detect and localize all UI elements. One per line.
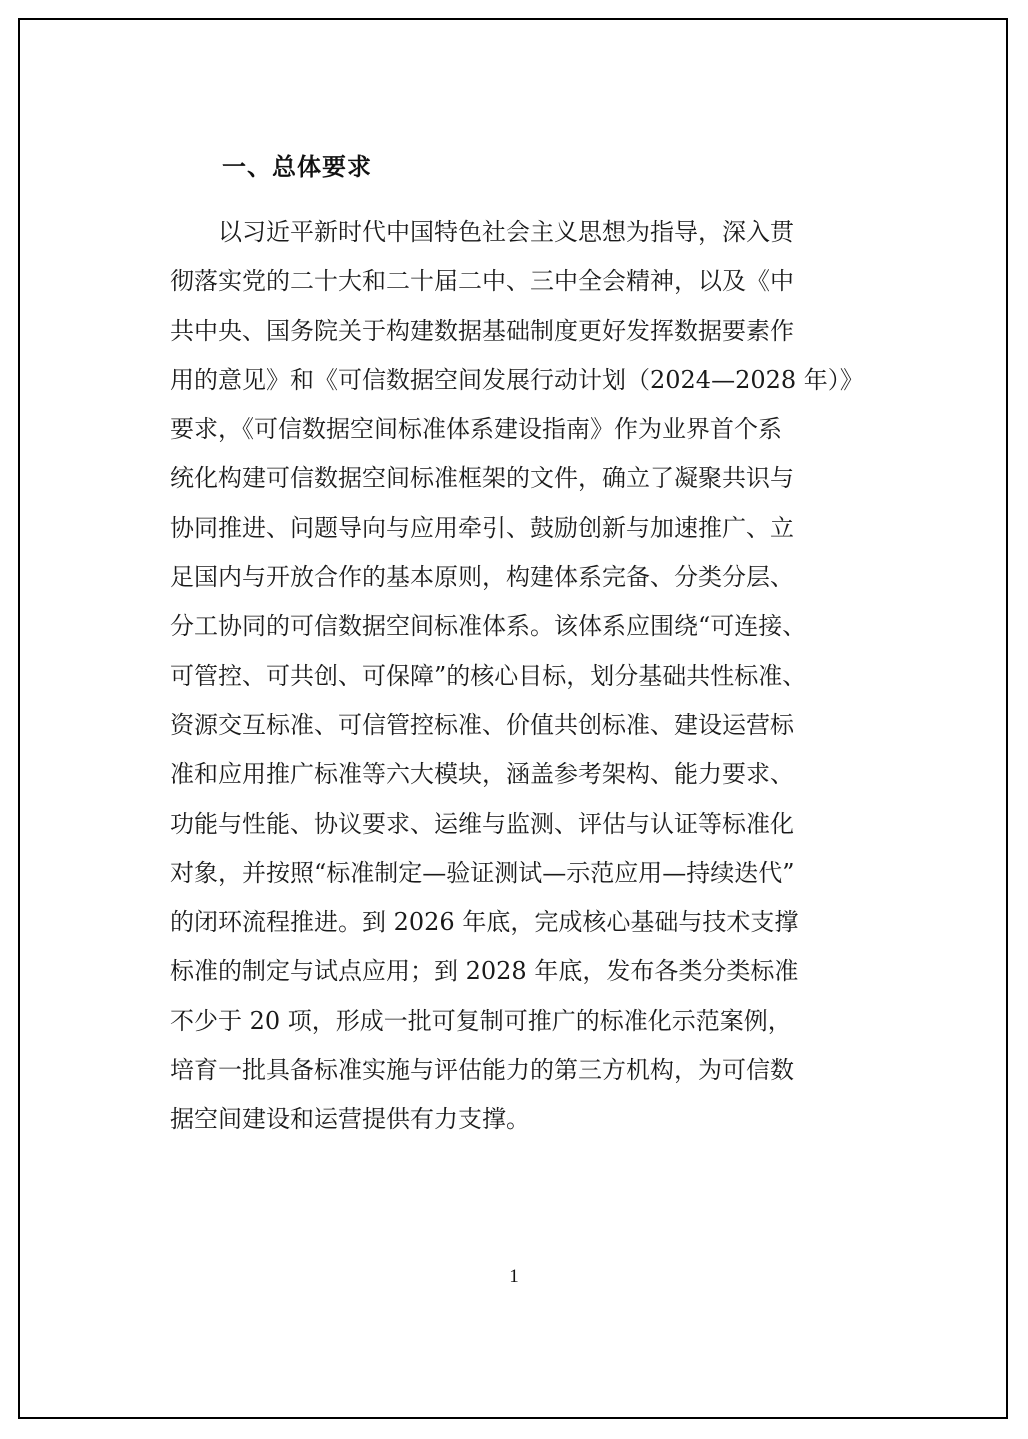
paragraph-line: 对象，并按照“标准制定—验证测试—示范应用—持续迭代” <box>170 858 795 887</box>
paragraph-line: 要求，《可信数据空间标准体系建设指南》作为业界首个系 <box>170 415 782 444</box>
paragraph-line: 的闭环流程推进。到 2026 年底，完成核心基础与技术支撑 <box>170 908 799 937</box>
section-heading: 一、总体要求 <box>222 153 372 181</box>
paragraph-line: 统化构建可信数据空间标准框架的文件，确立了凝聚共识与 <box>170 464 794 493</box>
paragraph-line: 足国内与开放合作的基本原则，构建体系完备、分类分层、 <box>170 563 794 592</box>
paragraph-line: 准和应用推广标准等六大模块，涵盖参考架构、能力要求、 <box>170 760 794 789</box>
paragraph-line: 据空间建设和运营提供有力支撑。 <box>170 1105 530 1134</box>
paragraph-line: 标准的制定与试点应用；到 2028 年底，发布各类分类标准 <box>170 957 799 986</box>
paragraph-line: 用的意见》和《可信数据空间发展行动计划（2024—2028 年）》 <box>170 365 864 394</box>
paragraph-line: 不少于 20 项，形成一批可复制可推广的标准化示范案例， <box>170 1006 792 1035</box>
paragraph-line: 彻落实党的二十大和二十届二中、三中全会精神，以及《中 <box>170 267 794 296</box>
body-paragraph <box>170 208 870 1145</box>
paragraph-line: 以习近平新时代中国特色社会主义思想为指导，深入贯 <box>170 218 794 246</box>
page-number: 1 <box>509 1266 519 1287</box>
paragraph-line: 功能与性能、协议要求、运维与监测、评估与认证等标准化 <box>170 809 794 838</box>
paragraph-line: 资源交互标准、可信管控标准、价值共创标准、建设运营标 <box>170 710 794 739</box>
paragraph-line: 培育一批具备标准实施与评估能力的第三方机构，为可信数 <box>170 1056 794 1085</box>
paragraph-line: 共中央、国务院关于构建数据基础制度更好发挥数据要素作 <box>170 316 794 345</box>
paragraph-line: 分工协同的可信数据空间标准体系。该体系应围绕“可连接、 <box>170 612 807 641</box>
paragraph-line: 可管控、可共创、可保障”的核心目标，划分基础共性标准、 <box>170 661 807 690</box>
paragraph-line: 协同推进、问题导向与应用牵引、鼓励创新与加速推广、立 <box>170 513 794 542</box>
